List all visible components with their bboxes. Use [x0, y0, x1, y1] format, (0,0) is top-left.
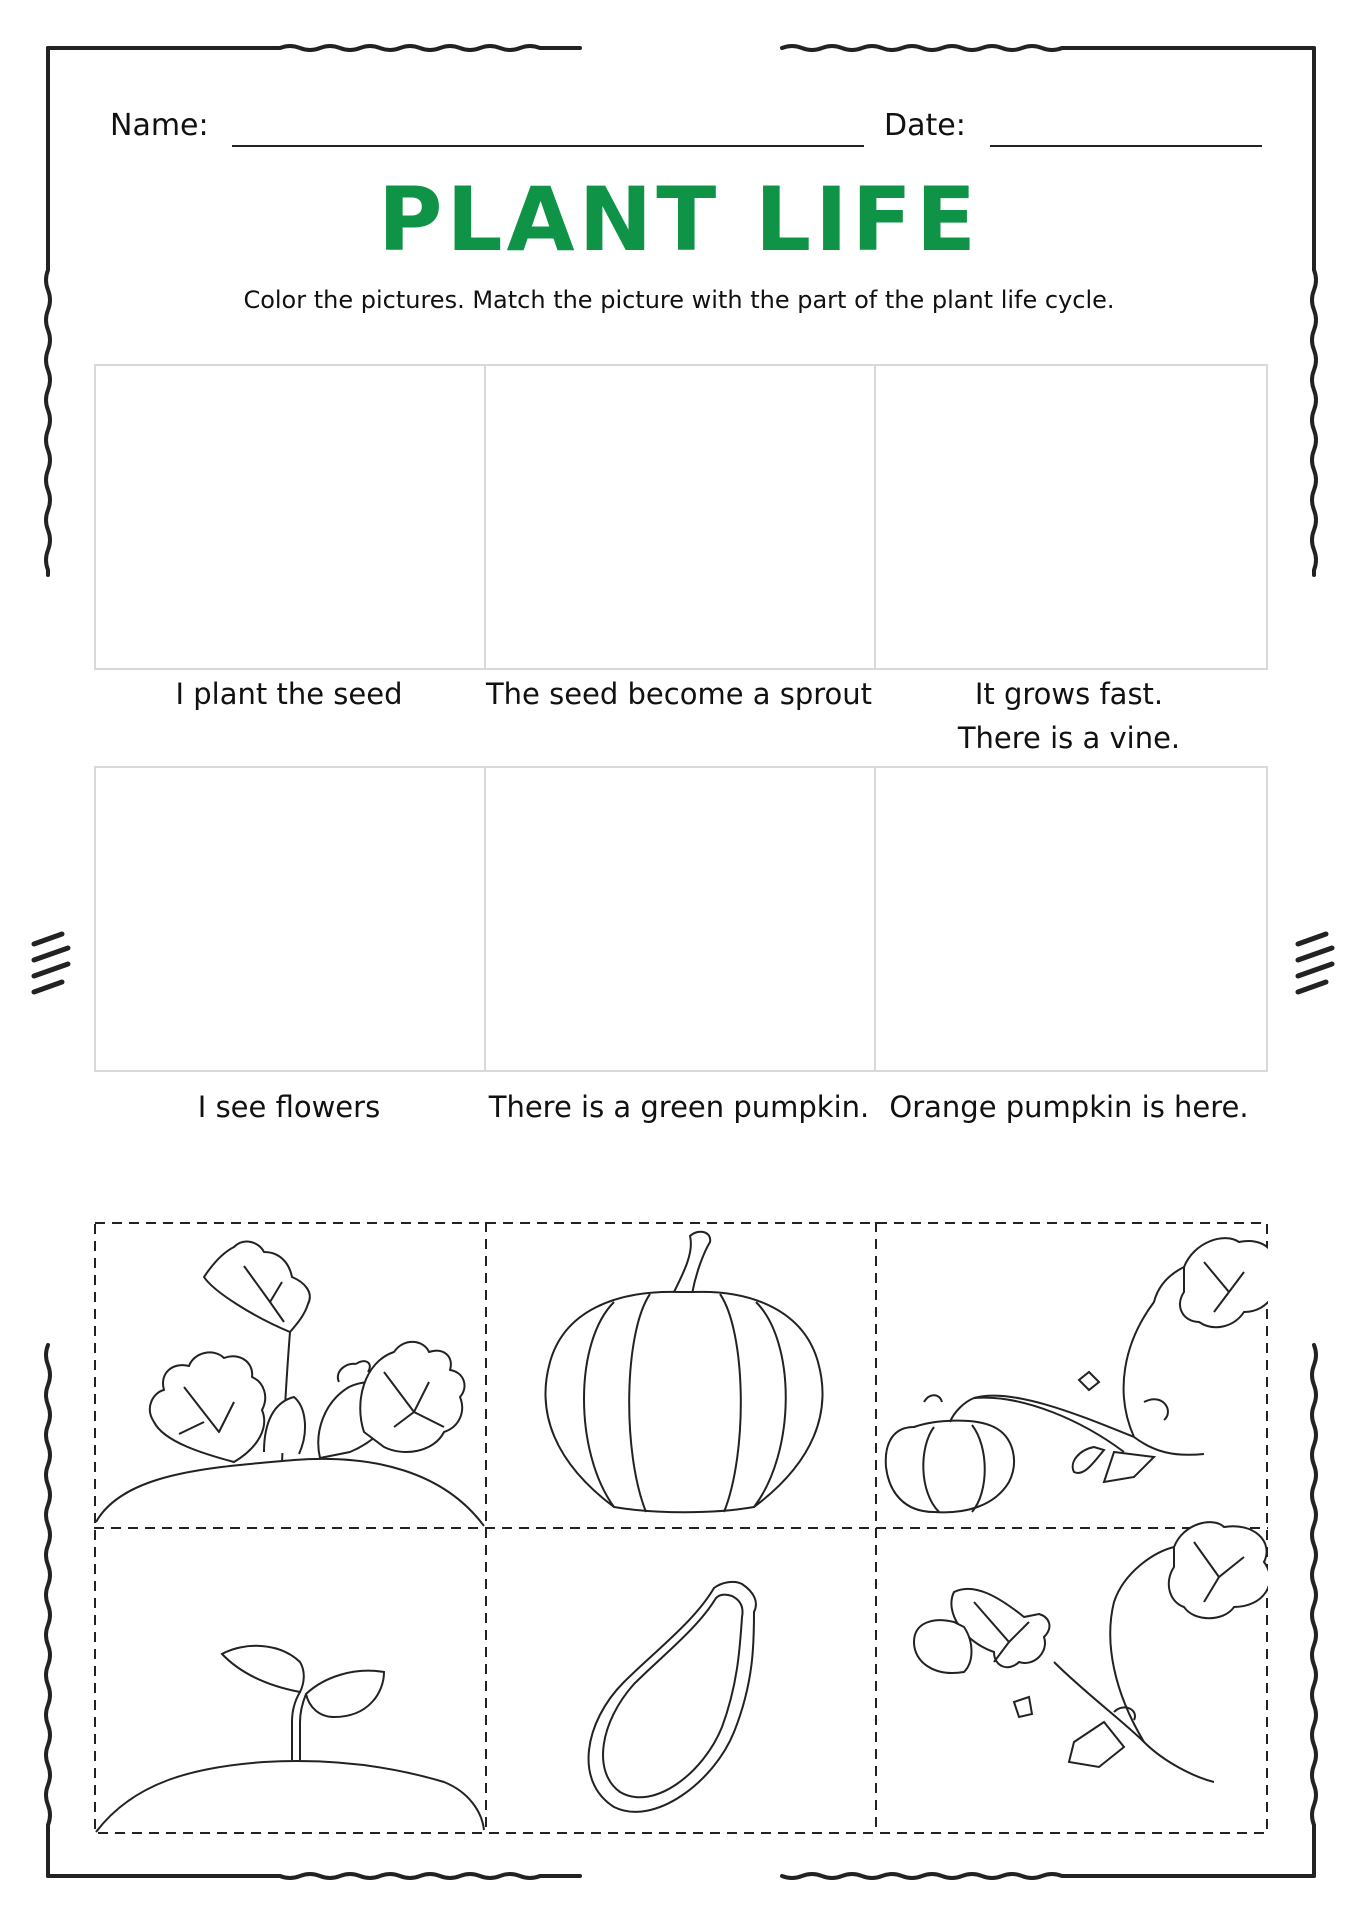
stage-box-4[interactable] [94, 766, 486, 1072]
stage-caption-2: The seed become a sprout [485, 677, 873, 711]
stage-box-1[interactable] [94, 364, 486, 670]
cutout-grid [94, 1222, 1268, 1834]
stage-box-3[interactable] [874, 364, 1268, 670]
stage-caption-3: It grows fast. There is a vine. [957, 677, 1181, 755]
sprout-icon[interactable] [96, 1646, 484, 1832]
page-title: PLANT LIFE [377, 168, 981, 271]
green-pumpkin-vine-icon[interactable] [886, 1238, 1268, 1512]
stage-caption-1: I plant the seed [175, 677, 403, 711]
flowering-plant-icon[interactable] [96, 1242, 484, 1526]
vine-icon[interactable] [914, 1522, 1268, 1782]
name-label: Name: [110, 108, 209, 143]
orange-pumpkin-icon[interactable] [546, 1232, 823, 1513]
seed-icon[interactable] [589, 1582, 756, 1812]
stage-box-6[interactable] [874, 766, 1268, 1072]
name-field[interactable] [232, 108, 864, 148]
stage-caption-5: There is a green pumpkin. [488, 1090, 870, 1124]
date-field[interactable] [990, 108, 1262, 148]
stage-caption-6: Orange pumpkin is here. [889, 1090, 1249, 1124]
date-label: Date: [884, 108, 966, 143]
stage-box-2[interactable] [484, 364, 876, 670]
stage-box-5[interactable] [484, 766, 876, 1072]
instructions: Color the pictures. Match the picture with the part of the plant life cycle. [243, 286, 1115, 314]
stage-caption-4: I see flowers [197, 1090, 381, 1124]
